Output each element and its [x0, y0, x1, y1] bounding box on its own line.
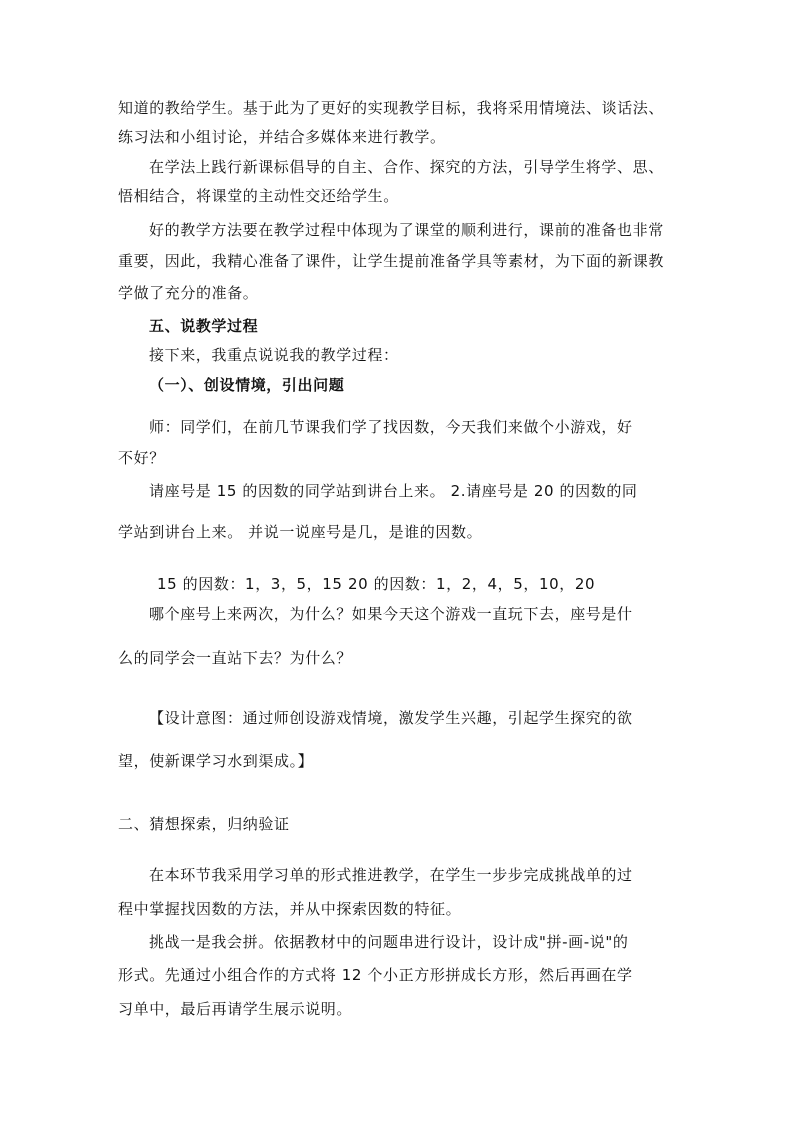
- text-line: 在学法上践行新课标倡导的自主、合作、探究的方法，引导学生将学、思、: [149, 158, 664, 176]
- text-line: 学做了充分的准备。: [118, 284, 259, 302]
- text-line: 好的教学方法要在教学过程中体现为了课堂的顺利进行，课前的准备也非常: [149, 221, 664, 239]
- text-line: 程中掌握找因数的方法，并从中探索因数的特征。: [118, 900, 462, 918]
- text-line: 悟相结合，将课堂的主动性交还给学生。: [118, 187, 399, 205]
- design-note: 【设计意图：通过师创设游戏情境，激发学生兴趣，引起学生探究的欲: [149, 709, 633, 727]
- text-line: 请座号是 15 的因数的同学站到讲台上来。 2.请座号是 20 的因数的同: [149, 482, 638, 500]
- section-heading: 二、猜想探索，归纳验证: [118, 815, 290, 833]
- text-line: 师：同学们，在前几节课我们学了找因数，今天我们来做个小游戏，好: [149, 418, 633, 436]
- text-line: 重要，因此，我精心准备了课件，让学生提前准备学具等素材，为下面的新课教: [118, 252, 665, 270]
- text-line: 接下来，我重点说说我的教学过程：: [149, 346, 399, 364]
- text-line: 形式。先通过小组合作的方式将 12 个小正方形拼成长方形，然后再画在学: [118, 966, 633, 984]
- text-line: 习单中，最后再请学生展示说明。: [118, 1000, 353, 1018]
- text-line: 么的同学会一直站下去？为什么？: [118, 649, 353, 667]
- subsection-heading: （一）、创设情境，引出问题: [149, 376, 345, 394]
- text-line: 学站到讲台上来。 并说一说座号是几，是谁的因数。: [118, 523, 483, 541]
- text-line: 知道的教给学生。基于此为了更好的实现教学目标，我将采用情境法、谈话法、: [118, 99, 665, 117]
- text-line: 在本环节我采用学习单的形式推进教学，在学生一步步完成挑战单的过: [149, 866, 633, 884]
- text-line: 15 的因数：1，3，5，15 20 的因数：1，2，4，5，10，20: [157, 575, 596, 593]
- text-line: 哪个座号上来两次，为什么？如果今天这个游戏一直玩下去，座号是什: [149, 605, 633, 623]
- section-heading: 五、说教学过程: [149, 317, 259, 335]
- text-line: 不好？: [118, 449, 165, 467]
- text-line: 挑战一是我会拼。依据教材中的问题串进行设计，设计成"拼-画-说"的: [149, 933, 629, 951]
- design-note: 望，使新课学习水到渠成。】: [118, 752, 314, 770]
- text-line: 练习法和小组讨论，并结合多媒体来进行教学。: [118, 128, 446, 146]
